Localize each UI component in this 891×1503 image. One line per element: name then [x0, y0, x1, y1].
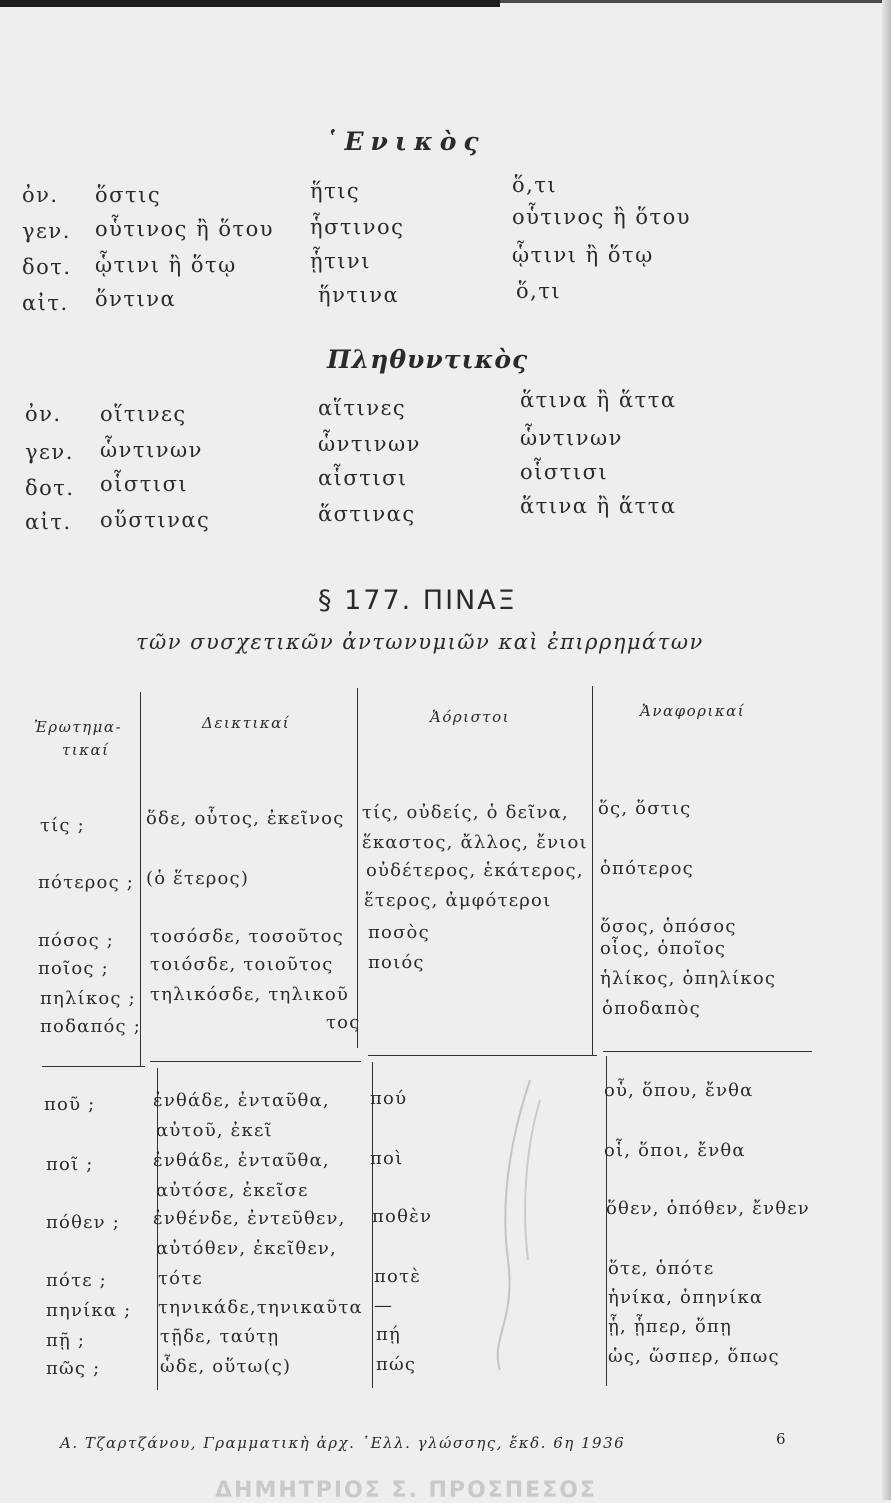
singular-neuter: ὅ,τι [512, 173, 558, 197]
demonstrative-cell: τῇδε, ταύτῃ [160, 1326, 280, 1347]
plural-heading: Πληθυντικὸς [327, 345, 529, 374]
singular-neuter: ὅ,τι [516, 279, 562, 303]
singular-masculine: ὅντινα [95, 287, 177, 311]
singular-case-label: ὀν. [22, 183, 59, 207]
scan-top-edge [0, 0, 500, 7]
interrogative-cell: τίς ; [40, 815, 85, 836]
plural-masculine: οἷστισι [100, 472, 189, 496]
demonstrative-cell: ἐνθένδε, ἐντεῦθεν, [153, 1208, 346, 1229]
plural-neuter: ἅτινα ἢ ἅττα [520, 494, 677, 518]
table-row-divider [150, 1061, 361, 1062]
plural-case-label: ὀν. [25, 402, 62, 426]
page-number: 6 [776, 1430, 786, 1448]
stamp-text: ΔΗΜΗΤΡΙΟΣ Σ. ΠΡΟΣΠΕΣΟΣ [215, 1478, 597, 1503]
interrogative-cell: πῇ ; [46, 1330, 86, 1351]
demonstrative-cell: αὐτόσε, ἐκεῖσε [156, 1180, 309, 1201]
demonstrative-cell: ὧδε, οὕτω(ς) [160, 1356, 292, 1377]
demonstrative-cell: ἐνθάδε, ἐνταῦθα, [153, 1150, 330, 1171]
indefinite-cell: τίς, οὐδείς, ὁ δεῖνα, [362, 802, 569, 823]
plural-feminine: αἵτινες [318, 396, 407, 420]
demonstrative-cell: ἐνθάδε, ἐνταῦθα, [153, 1090, 330, 1111]
demonstrative-cell: αὐτοῦ, ἐκεῖ [156, 1120, 273, 1141]
singular-masculine: ὅστις [95, 183, 162, 207]
demonstrative-cell: αὐτόθεν, ἐκεῖθεν, [156, 1238, 337, 1259]
plural-masculine: οἵτινες [100, 402, 187, 426]
singular-case-label: δοτ. [22, 255, 72, 279]
singular-feminine: ἥντινα [318, 283, 400, 307]
demonstrative-cell: τηνικάδε,τηνικαῦτα [158, 1297, 363, 1318]
demonstrative-cell: τος [326, 1012, 361, 1033]
interrogative-cell: πηλίκος ; [40, 988, 136, 1009]
indefinite-cell: ποσὸς [368, 922, 430, 943]
plural-feminine: ἅστινας [318, 502, 416, 526]
singular-case-label: αἰτ. [22, 291, 69, 315]
relative-cell: οὗ, ὅπου, ἔνθα [604, 1080, 754, 1101]
relative-cell: ἡνίκα, ὁπηνίκα [608, 1287, 764, 1308]
singular-feminine: ᾗτινι [310, 249, 371, 273]
plural-case-label: δοτ. [25, 476, 75, 500]
interrogative-cell: ποῖ ; [46, 1154, 94, 1175]
table-row-divider [368, 1055, 597, 1056]
plural-case-label: αἰτ. [25, 510, 72, 534]
relative-cell: οἷ, ὅποι, ἔνθα [604, 1140, 746, 1161]
indefinite-cell: ποιός [368, 952, 425, 973]
plural-neuter: οἷστισι [520, 460, 609, 484]
header-relative: Ἀναφορικαί [640, 702, 746, 720]
header-interrogative: Ἐρωτημα- [34, 718, 123, 736]
interrogative-cell: πηνίκα ; [46, 1300, 132, 1321]
demonstrative-cell: ὅδε, οὗτος, ἐκεῖνος [146, 808, 345, 829]
singular-case-label: γεν. [22, 219, 71, 243]
relative-cell: ὅθεν, ὁπόθεν, ἔνθεν [606, 1198, 810, 1219]
relative-cell: ὅσος, ὁπόσος [600, 916, 737, 937]
section-title: § 177. ΠΙΝΑΞ [318, 585, 517, 616]
header-indefinite: Ἀόριστοι [430, 708, 511, 726]
section-subtitle: τῶν συσχετικῶν ἀντωνυμιῶν καὶ ἐπιρρημάτων [136, 630, 704, 654]
indefinite-cell: ποὶ [370, 1148, 404, 1169]
interrogative-cell: πῶς ; [46, 1358, 101, 1379]
relative-cell: οἷος, ὁποῖος [600, 938, 727, 959]
table-column-divider [157, 1068, 158, 1390]
indefinite-cell: ἕκαστος, ἄλλος, ἔνιοι [362, 832, 588, 853]
interrogative-cell: πότερος ; [38, 872, 135, 893]
singular-masculine: ᾧτινι ἢ ὅτῳ [95, 253, 237, 277]
interrogative-cell: πόσος ; [38, 930, 115, 951]
scan-top-edge-light [500, 0, 891, 3]
plural-masculine: ὧντινων [100, 438, 203, 462]
interrogative-cell: ποδαπός ; [40, 1016, 141, 1037]
plural-neuter: ἅτινα ἢ ἅττα [520, 388, 677, 412]
relative-cell: ὁποδαπὸς [602, 998, 701, 1019]
table-column-divider [592, 686, 593, 1056]
header-demonstrative: Δεικτικαί [202, 714, 291, 732]
relative-cell: ᾗ, ᾗπερ, ὅπῃ [608, 1316, 733, 1337]
indefinite-cell: ποθὲν [372, 1206, 433, 1227]
relative-cell: ὅς, ὅστις [598, 798, 692, 819]
relative-cell: ἡλίκος, ὁπηλίκος [600, 968, 777, 989]
table-row-divider [42, 1066, 145, 1067]
interrogative-cell: ποῖος ; [38, 958, 109, 979]
demonstrative-cell: τοιόσδε, τοιοῦτος [150, 954, 334, 975]
demonstrative-cell: τηλικόσδε, τηλικοῦ [150, 984, 350, 1005]
singular-heading: ῾Ενικὸς [325, 127, 486, 156]
singular-feminine: ἧστινος [310, 215, 405, 239]
indefinite-cell: οὐδέτερος, ἑκάτερος, [366, 860, 584, 881]
scan-right-edge [882, 0, 891, 1500]
table-column-divider [357, 688, 358, 1048]
plural-neuter: ὧντινων [520, 426, 623, 450]
indefinite-cell: πού [370, 1088, 408, 1109]
relative-cell: ὁπότερος [600, 858, 694, 879]
singular-feminine: ἥτις [310, 179, 361, 203]
indefinite-cell: — [374, 1295, 394, 1316]
singular-masculine: οὗτινος ἢ ὅτου [95, 217, 275, 241]
plural-feminine: αἷστισι [318, 466, 408, 490]
indefinite-cell: πώς [376, 1354, 417, 1375]
demonstrative-cell: (ὁ ἕτερος) [146, 868, 250, 889]
interrogative-cell: πότε ; [46, 1270, 107, 1291]
table-column-divider [140, 692, 141, 1066]
table-column-divider [606, 1056, 607, 1386]
indefinite-cell: πῄ [376, 1324, 402, 1345]
relative-cell: ὅτε, ὁπότε [608, 1258, 715, 1279]
plural-masculine: οὕστινας [100, 508, 211, 532]
footer-citation: Α. Τζαρτζάνου, Γραμματικὴ ἀρχ. ῾Ελλ. γλώσσης, ἔκδ. 6η 1936 [60, 1434, 626, 1452]
indefinite-cell: ποτὲ [374, 1266, 422, 1287]
header-interrogative-cont: τικαί [62, 741, 110, 759]
interrogative-cell: ποῦ ; [44, 1094, 96, 1115]
demonstrative-cell: τοσόσδε, τοσοῦτος [150, 926, 344, 947]
plural-case-label: γεν. [25, 440, 74, 464]
indefinite-cell: ἕτερος, ἀμφότεροι [364, 890, 552, 911]
table-row-divider [603, 1051, 812, 1052]
relative-cell: ὡς, ὥσπερ, ὅπως [608, 1346, 780, 1367]
plural-feminine: ὧντινων [318, 432, 421, 456]
pencil-marginalia [470, 1060, 560, 1380]
singular-neuter: ᾧτινι ἢ ὅτῳ [512, 243, 654, 267]
demonstrative-cell: τότε [158, 1268, 203, 1289]
interrogative-cell: πόθεν ; [46, 1212, 120, 1233]
singular-neuter: οὗτινος ἢ ὅτου [512, 205, 692, 229]
